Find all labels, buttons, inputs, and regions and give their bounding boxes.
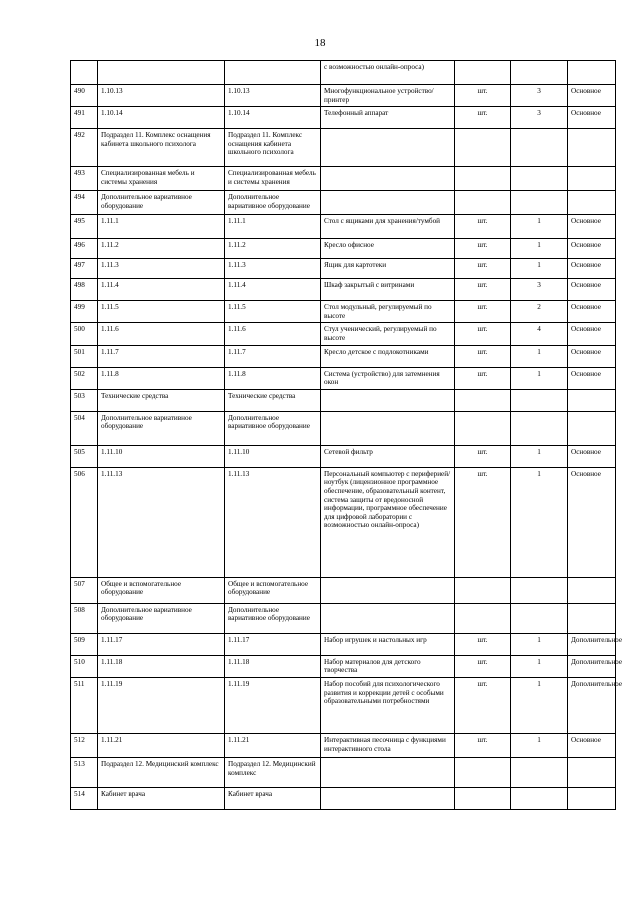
cell-unit	[455, 61, 511, 85]
table-row	[71, 279, 616, 301]
cell-type: Основное	[568, 215, 616, 239]
cell-type	[568, 603, 616, 633]
table-row	[71, 191, 616, 215]
cell-num: 490	[71, 85, 98, 107]
cell-qty	[511, 129, 568, 167]
cell-code: 1.11.17	[98, 633, 225, 655]
table-row	[71, 239, 616, 259]
cell-name: Кресло детское с подлокотниками	[321, 345, 455, 367]
table-row	[71, 467, 616, 577]
cell-qty: 1	[511, 733, 568, 757]
cell-unit: шт.	[455, 445, 511, 467]
cell-section: 1.11.5	[225, 301, 321, 323]
cell-unit: шт.	[455, 301, 511, 323]
cell-section: Дополнительное вариативное оборудование	[225, 191, 321, 215]
table-row	[71, 61, 616, 85]
table-row	[71, 259, 616, 279]
table-row	[71, 655, 616, 677]
cell-type	[568, 389, 616, 411]
cell-name: Сетевой фильтр	[321, 445, 455, 467]
cell-name: с возможностью онлайн-опроса)	[321, 61, 455, 85]
cell-name: Ящик для картотеки	[321, 259, 455, 279]
cell-unit	[455, 191, 511, 215]
table-row	[71, 301, 616, 323]
cell-code: 1.11.1	[98, 215, 225, 239]
table-row	[71, 787, 616, 809]
cell-section: Кабинет врача	[225, 787, 321, 809]
cell-qty	[511, 389, 568, 411]
table-row	[71, 345, 616, 367]
cell-type: Дополнительное	[568, 655, 616, 677]
cell-code: Специализированная мебель и системы хранения	[98, 167, 225, 191]
cell-type: Основное	[568, 733, 616, 757]
cell-name: Телефонный аппарат	[321, 107, 455, 129]
cell-name: Набор пособий для психологического развития и коррекции детей с особыми образовательными потребностями	[321, 677, 455, 733]
cell-code: Общее и вспомогательное оборудование	[98, 577, 225, 603]
cell-num	[71, 61, 98, 85]
cell-section: 1.11.7	[225, 345, 321, 367]
cell-unit: шт.	[455, 345, 511, 367]
table-row	[71, 167, 616, 191]
cell-num: 506	[71, 467, 98, 577]
cell-qty	[511, 411, 568, 445]
table-row	[71, 215, 616, 239]
cell-num: 497	[71, 259, 98, 279]
cell-code: 1.10.14	[98, 107, 225, 129]
cell-code: 1.11.10	[98, 445, 225, 467]
cell-num: 504	[71, 411, 98, 445]
cell-code: Технические средства	[98, 389, 225, 411]
cell-code: 1.11.19	[98, 677, 225, 733]
cell-qty: 2	[511, 301, 568, 323]
cell-name: Стол модульный, регулируемый по высоте	[321, 301, 455, 323]
cell-unit	[455, 787, 511, 809]
table-row	[71, 633, 616, 655]
cell-name	[321, 167, 455, 191]
cell-section: 1.11.10	[225, 445, 321, 467]
cell-section: 1.11.2	[225, 239, 321, 259]
cell-unit: шт.	[455, 323, 511, 345]
cell-code: 1.10.13	[98, 85, 225, 107]
cell-code: Кабинет врача	[98, 787, 225, 809]
cell-type	[568, 787, 616, 809]
cell-qty	[511, 577, 568, 603]
cell-qty: 3	[511, 279, 568, 301]
cell-unit	[455, 389, 511, 411]
cell-code: 1.11.3	[98, 259, 225, 279]
cell-section: 1.11.8	[225, 367, 321, 389]
cell-name: Кресло офисное	[321, 239, 455, 259]
cell-unit	[455, 411, 511, 445]
table-row	[71, 757, 616, 787]
cell-qty: 4	[511, 323, 568, 345]
cell-section: Общее и вспомогательное оборудование	[225, 577, 321, 603]
table-row	[71, 129, 616, 167]
cell-name	[321, 787, 455, 809]
cell-section: 1.11.17	[225, 633, 321, 655]
cell-num: 501	[71, 345, 98, 367]
cell-qty: 1	[511, 367, 568, 389]
cell-unit: шт.	[455, 633, 511, 655]
cell-section	[225, 61, 321, 85]
cell-unit	[455, 129, 511, 167]
cell-type: Основное	[568, 259, 616, 279]
cell-name	[321, 603, 455, 633]
cell-unit	[455, 757, 511, 787]
cell-code: Дополнительное вариативное оборудование	[98, 603, 225, 633]
cell-code: 1.11.2	[98, 239, 225, 259]
cell-num: 512	[71, 733, 98, 757]
cell-name: Интерактивная песочница с функциями интерактивного стола	[321, 733, 455, 757]
cell-name	[321, 411, 455, 445]
cell-name	[321, 191, 455, 215]
cell-code: 1.11.13	[98, 467, 225, 577]
table-row	[71, 107, 616, 129]
table-row	[71, 733, 616, 757]
cell-code: 1.11.4	[98, 279, 225, 301]
cell-unit: шт.	[455, 367, 511, 389]
cell-section: 1.11.6	[225, 323, 321, 345]
cell-name	[321, 129, 455, 167]
page-number: 18	[314, 37, 326, 49]
cell-qty: 1	[511, 259, 568, 279]
cell-type: Основное	[568, 301, 616, 323]
cell-type	[568, 411, 616, 445]
cell-num: 498	[71, 279, 98, 301]
cell-section: 1.11.21	[225, 733, 321, 757]
cell-num: 493	[71, 167, 98, 191]
cell-num: 509	[71, 633, 98, 655]
cell-code: 1.11.18	[98, 655, 225, 677]
cell-section: 1.10.14	[225, 107, 321, 129]
cell-unit: шт.	[455, 239, 511, 259]
cell-num: 499	[71, 301, 98, 323]
cell-code: 1.11.5	[98, 301, 225, 323]
cell-qty: 3	[511, 107, 568, 129]
cell-qty	[511, 191, 568, 215]
cell-type: Основное	[568, 85, 616, 107]
cell-name: Персональный компьютер с периферией/ноутбук (лицензионное программное обеспечение, образовательный контент, система защиты от вредоносной информации, программное обеспечение для цифровой лаборатории с возможностью онлайн-опроса)	[321, 467, 455, 577]
cell-qty	[511, 757, 568, 787]
cell-qty: 1	[511, 677, 568, 733]
cell-qty: 1	[511, 239, 568, 259]
cell-name: Система (устройство) для затемнения окон	[321, 367, 455, 389]
cell-qty: 1	[511, 215, 568, 239]
cell-num: 507	[71, 577, 98, 603]
cell-type: Основное	[568, 345, 616, 367]
cell-code: Подраздел 12. Медицинский комплекс	[98, 757, 225, 787]
cell-num: 495	[71, 215, 98, 239]
cell-section: 1.11.18	[225, 655, 321, 677]
cell-type	[568, 129, 616, 167]
cell-type: Основное	[568, 445, 616, 467]
cell-type	[568, 191, 616, 215]
cell-section: 1.10.13	[225, 85, 321, 107]
cell-unit	[455, 167, 511, 191]
cell-type	[568, 577, 616, 603]
cell-type: Основное	[568, 323, 616, 345]
cell-section: Подраздел 12. Медицинский комплекс	[225, 757, 321, 787]
cell-code: Подраздел 11. Комплекс оснащения кабинета школьного психолога	[98, 129, 225, 167]
cell-unit	[455, 603, 511, 633]
cell-unit: шт.	[455, 85, 511, 107]
cell-type	[568, 167, 616, 191]
cell-type: Дополнительное	[568, 677, 616, 733]
cell-type: Дополнительное	[568, 633, 616, 655]
cell-num: 510	[71, 655, 98, 677]
cell-name: Стул ученический, регулируемый по высоте	[321, 323, 455, 345]
cell-num: 505	[71, 445, 98, 467]
cell-name: Набор игрушек и настольных игр	[321, 633, 455, 655]
cell-name	[321, 389, 455, 411]
cell-type: Основное	[568, 107, 616, 129]
cell-name: Шкаф закрытый с витринами	[321, 279, 455, 301]
cell-code: 1.11.6	[98, 323, 225, 345]
cell-qty	[511, 787, 568, 809]
cell-name	[321, 757, 455, 787]
cell-type: Основное	[568, 467, 616, 577]
cell-section: Специализированная мебель и системы хранения	[225, 167, 321, 191]
cell-section: Дополнительное вариативное оборудование	[225, 411, 321, 445]
cell-unit: шт.	[455, 467, 511, 577]
table-row	[71, 603, 616, 633]
cell-type: Основное	[568, 239, 616, 259]
cell-type	[568, 61, 616, 85]
cell-type: Основное	[568, 279, 616, 301]
cell-num: 500	[71, 323, 98, 345]
cell-qty: 1	[511, 655, 568, 677]
cell-unit: шт.	[455, 677, 511, 733]
cell-num: 508	[71, 603, 98, 633]
cell-code: 1.11.7	[98, 345, 225, 367]
cell-num: 513	[71, 757, 98, 787]
table-row	[71, 411, 616, 445]
cell-code: 1.11.21	[98, 733, 225, 757]
cell-type: Основное	[568, 367, 616, 389]
cell-qty	[511, 603, 568, 633]
cell-section: 1.11.4	[225, 279, 321, 301]
cell-name: Стол с ящиками для хранения/тумбой	[321, 215, 455, 239]
table-row	[71, 677, 616, 733]
cell-qty: 1	[511, 345, 568, 367]
cell-section: Технические средства	[225, 389, 321, 411]
table-row	[71, 445, 616, 467]
cell-code	[98, 61, 225, 85]
cell-section: Дополнительное вариативное оборудование	[225, 603, 321, 633]
cell-num: 494	[71, 191, 98, 215]
cell-section: 1.11.3	[225, 259, 321, 279]
table-row	[71, 577, 616, 603]
cell-num: 502	[71, 367, 98, 389]
table-row	[71, 323, 616, 345]
cell-num: 503	[71, 389, 98, 411]
cell-unit: шт.	[455, 107, 511, 129]
cell-num: 491	[71, 107, 98, 129]
cell-unit: шт.	[455, 279, 511, 301]
cell-qty	[511, 167, 568, 191]
cell-qty: 1	[511, 467, 568, 577]
cell-name: Набор материалов для детского творчества	[321, 655, 455, 677]
equipment-table	[70, 60, 623, 810]
cell-unit: шт.	[455, 655, 511, 677]
cell-section: Подраздел 11. Комплекс оснащения кабинета школьного психолога	[225, 129, 321, 167]
cell-name	[321, 577, 455, 603]
table-row	[71, 367, 616, 389]
cell-qty: 1	[511, 445, 568, 467]
table-row	[71, 85, 616, 107]
cell-name: Многофункциональное устройство/принтер	[321, 85, 455, 107]
cell-num: 492	[71, 129, 98, 167]
cell-unit: шт.	[455, 215, 511, 239]
cell-section: 1.11.13	[225, 467, 321, 577]
cell-unit: шт.	[455, 733, 511, 757]
cell-num: 514	[71, 787, 98, 809]
cell-code: 1.11.8	[98, 367, 225, 389]
cell-code: Дополнительное вариативное оборудование	[98, 411, 225, 445]
cell-qty: 3	[511, 85, 568, 107]
cell-code: Дополнительное вариативное оборудование	[98, 191, 225, 215]
cell-unit	[455, 577, 511, 603]
cell-unit: шт.	[455, 259, 511, 279]
cell-num: 496	[71, 239, 98, 259]
cell-section: 1.11.1	[225, 215, 321, 239]
cell-section: 1.11.19	[225, 677, 321, 733]
cell-qty	[511, 61, 568, 85]
cell-type	[568, 757, 616, 787]
cell-num: 511	[71, 677, 98, 733]
cell-qty: 1	[511, 633, 568, 655]
table-row	[71, 389, 616, 411]
